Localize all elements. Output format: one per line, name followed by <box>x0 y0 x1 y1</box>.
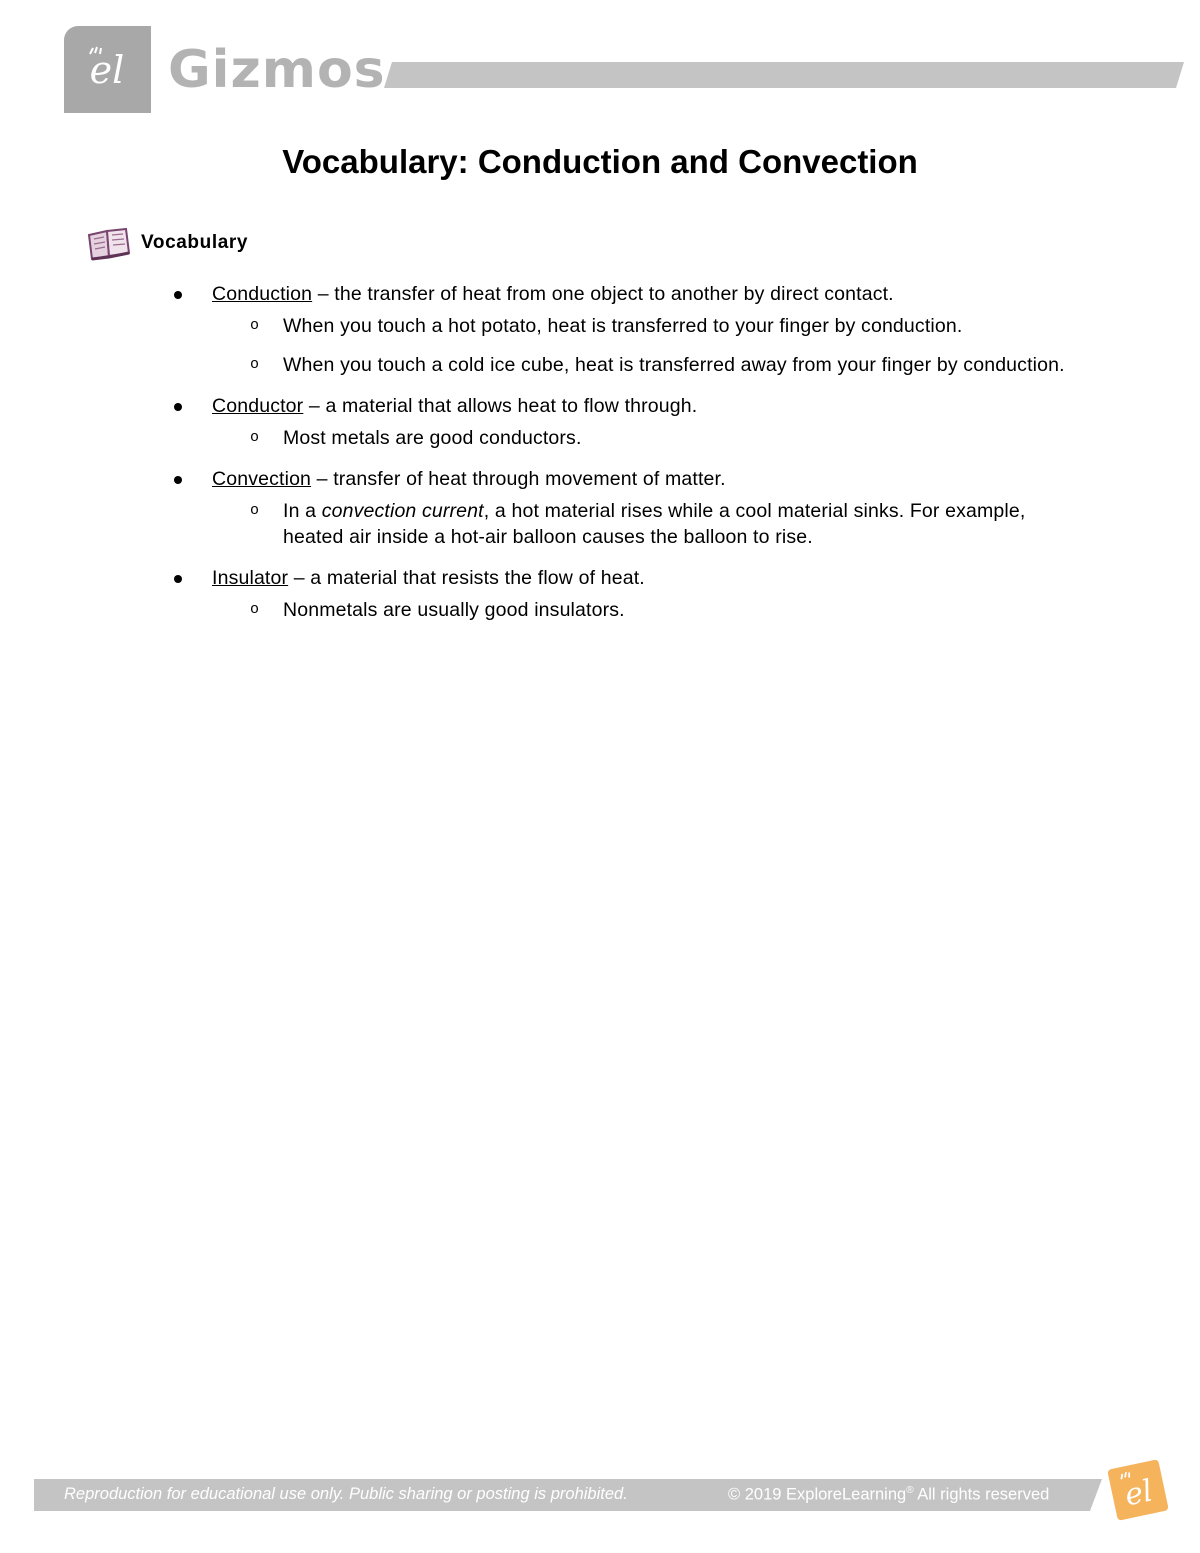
footer-copyright: © 2019 ExploreLearning® All rights reserved <box>728 1485 1050 1504</box>
explorelearning-logo <box>64 26 151 113</box>
vocab-term-conductor <box>0 392 1200 451</box>
footer-disclaimer: Reproduction for educational use only. Public sharing or posting is prohibited. <box>64 1485 628 1503</box>
example-item: o Nonmetals are usually good insulators. <box>250 599 625 621</box>
term-definition: – a material that resists the flow of heat. <box>288 567 645 589</box>
italic-term: convection current <box>321 500 484 522</box>
page-title: Vocabulary: Conduction and Convection <box>282 143 918 180</box>
bullet-dot <box>174 575 182 583</box>
example-item: o Most metals are good conductors. <box>250 427 582 449</box>
term-definition: – transfer of heat through movement of matter. <box>311 468 726 490</box>
svg-text:el: el <box>89 48 125 92</box>
bullet-dot <box>174 403 182 411</box>
bullet-dot <box>174 476 182 484</box>
sub-bullet: o <box>250 601 260 618</box>
term-name: Convection <box>212 468 312 490</box>
vocab-term-conduction <box>0 280 1200 378</box>
term-definition: – a material that allows heat to flow through. <box>303 395 698 417</box>
sub-bullet: o <box>250 429 260 446</box>
sub-bullet: o <box>250 356 260 373</box>
term-name: Insulator <box>212 567 289 589</box>
explorelearning-footer-logo <box>1100 1452 1176 1533</box>
svg-text:el: el <box>1121 1473 1156 1514</box>
example-item: o When you touch a hot potato, heat is transferred to your finger by conduction. <box>250 315 963 337</box>
brand-name: Gizmos <box>168 40 386 100</box>
sub-bullet: o <box>250 317 260 334</box>
header-bar <box>384 62 1184 88</box>
sub-bullet: o <box>250 502 260 519</box>
vocabulary-list <box>0 280 1200 637</box>
term-definition: – the transfer of heat from one object to another by direct contact. <box>312 283 894 305</box>
term-name: Conductor <box>212 395 304 417</box>
example-item: o In a convection current, a hot material rises while a cool material sinks. For example, heated air inside a hot-air balloon causes the balloon to rise. <box>250 500 1026 548</box>
vocab-term-convection <box>0 465 1200 550</box>
vocab-term-insulator <box>0 564 1200 623</box>
explorelearning-el-logo-icon <box>1100 1452 1176 1528</box>
example-item: o When you touch a cold ice cube, heat is transferred away from your finger by conduction. <box>250 354 1065 376</box>
section-label: Vocabulary <box>141 232 249 253</box>
term-name: Conduction <box>212 283 313 305</box>
bullet-dot <box>174 291 182 299</box>
open-book-icon <box>86 226 132 262</box>
explorelearning-el-logo-icon <box>64 26 151 113</box>
